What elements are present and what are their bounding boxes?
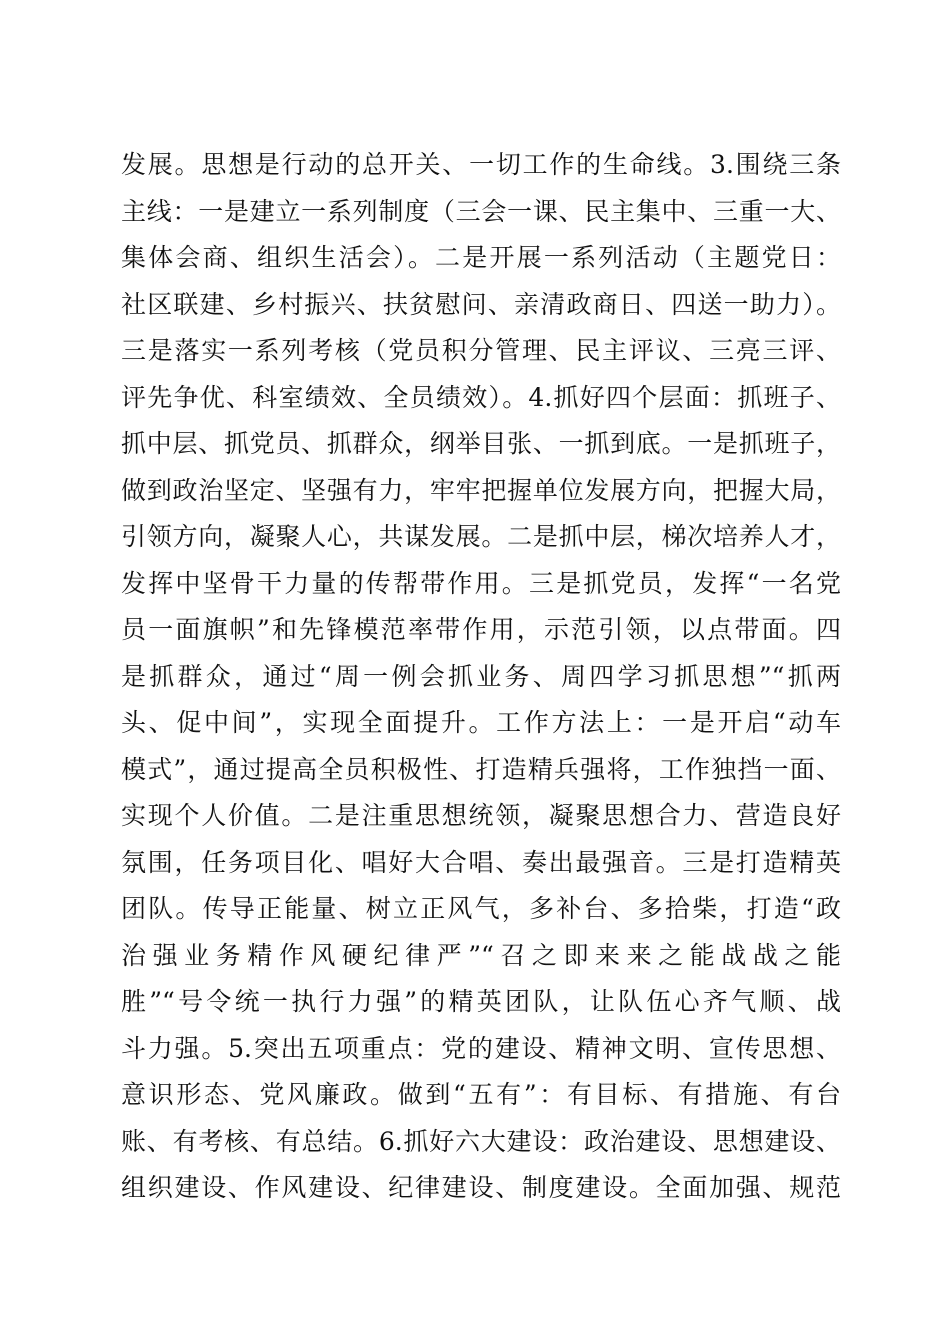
text-line-1: 发展。思想是行动的总开关、一切工作的生命线。3.围绕三条 <box>121 150 841 179</box>
text-line-8: 做到政治坚定、坚强有力，牢牢把握单位发展方向，把握大局， <box>121 475 841 505</box>
text-line-5: 三是落实一系列考核（党员积分管理、民主评议、三亮三评、 <box>121 336 841 365</box>
text-line-22: 账、有考核、有总结。6.抓好六大建设：政治建设、思想建设、 <box>121 1126 841 1156</box>
text-line-9: 引领方向，凝聚人心，共谋发展。二是抓中层，梯次培养人才， <box>121 522 841 551</box>
text-line-19: 胜”“号令统一执行力强”的精英团队，让队伍心齐气顺、战 <box>121 987 841 1016</box>
text-line-14: 模式”，通过提高全员积极性、打造精兵强将，工作独挡一面、 <box>121 754 841 784</box>
text-line-17: 团队。传导正能量、树立正风气，多补台、多拾柴，打造“政 <box>121 894 841 923</box>
body-text <box>121 142 841 1212</box>
text-line-3: 集体会商、组织生活会）。二是开展一系列活动（主题党日： <box>121 243 841 272</box>
text-line-7: 抓中层、抓党员、抓群众，纲举目张、一抓到底。一是抓班子， <box>121 429 841 458</box>
text-line-23: 组织建设、作风建设、纪律建设、制度建设。全面加强、规范 <box>121 1173 841 1202</box>
text-line-15: 实现个人价值。二是注重思想统领，凝聚思想合力、营造良好 <box>121 801 841 830</box>
text-line-6: 评先争优、科室绩效、全员绩效）。4.抓好四个层面：抓班子、 <box>121 382 841 412</box>
text-line-2: 主线：一是建立一系列制度（三会一课、民主集中、三重一大、 <box>121 196 841 226</box>
text-line-21: 意识形态、党风廉政。做到“五有”：有目标、有措施、有台 <box>121 1080 841 1109</box>
text-line-20: 斗力强。5.突出五项重点：党的建设、精神文明、宣传思想、 <box>121 1033 841 1063</box>
text-line-18: 治强业务精作风硬纪律严”“召之即来来之能战战之能 <box>121 940 841 970</box>
text-line-11: 员一面旗帜”和先锋模范率带作用，示范引领，以点带面。四 <box>121 615 841 644</box>
text-line-12: 是抓群众，通过“周一例会抓业务、周四学习抓思想”“抓两 <box>121 661 841 691</box>
text-line-4: 社区联建、乡村振兴、扶贫慰问、亲清政商日、四送一助力）。 <box>121 289 841 319</box>
text-line-10: 发挥中坚骨干力量的传帮带作用。三是抓党员，发挥“一名党 <box>121 568 841 598</box>
text-line-13: 头、促中间”，实现全面提升。工作方法上：一是开启“动车 <box>121 708 841 737</box>
text-line-16: 氛围，任务项目化、唱好大合唱、奏出最强音。三是打造精英 <box>121 847 841 877</box>
